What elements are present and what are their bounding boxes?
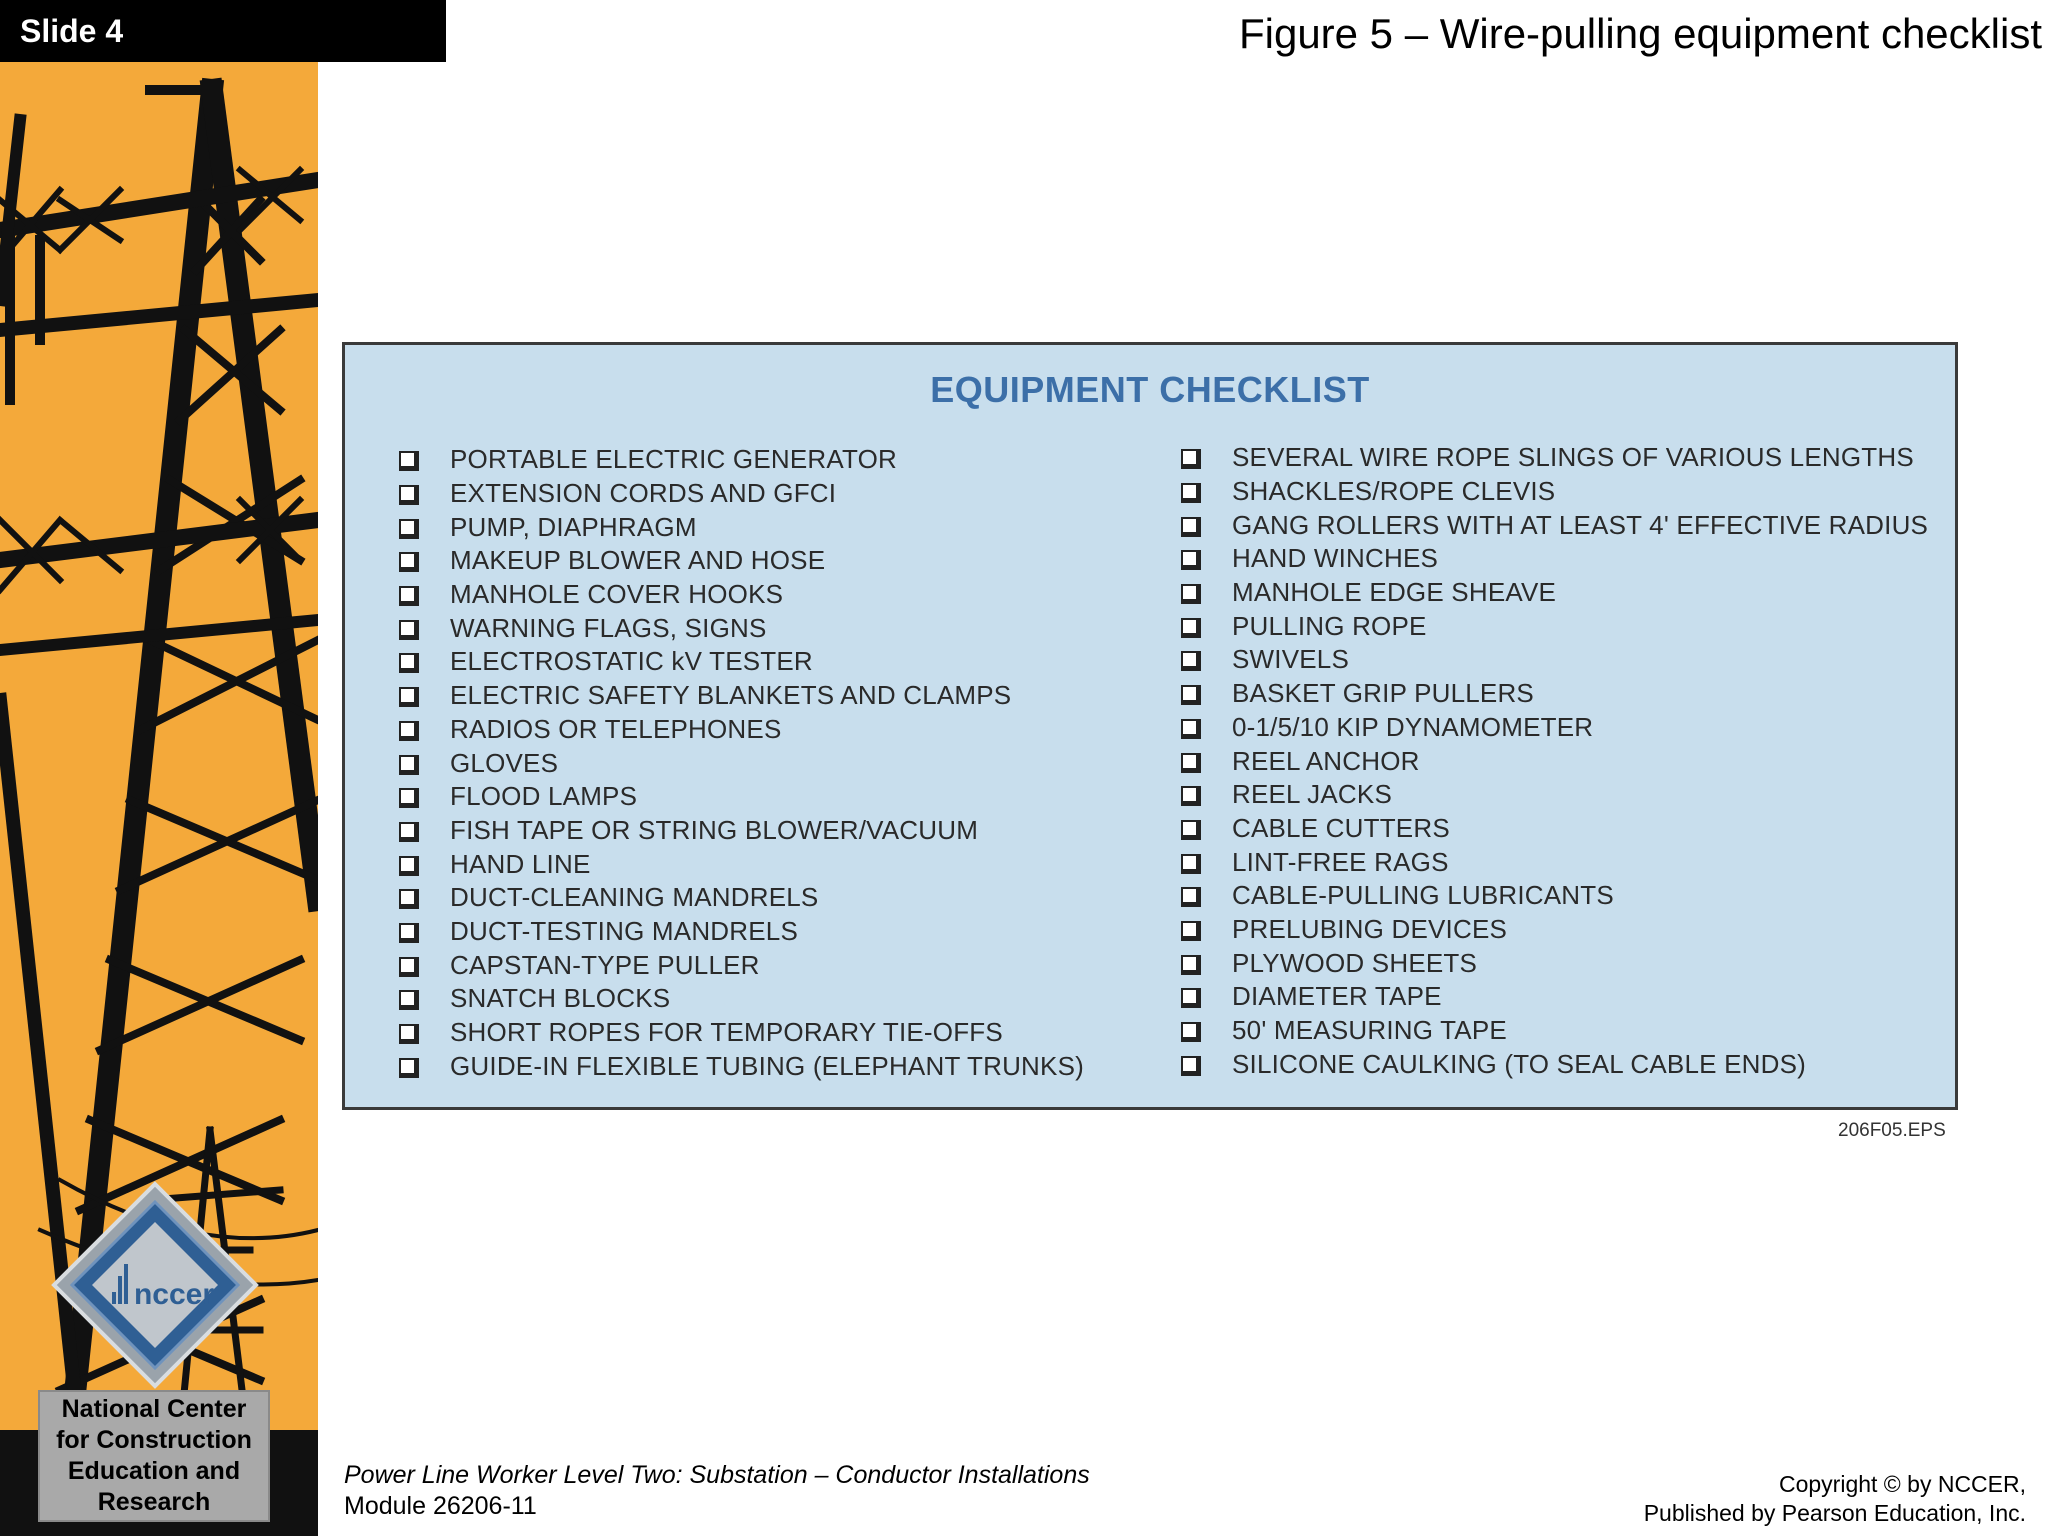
checklist-item-label: GLOVES bbox=[450, 747, 559, 778]
logo-text: nccer bbox=[133, 1278, 215, 1311]
checkbox-icon bbox=[1181, 753, 1198, 770]
checklist-item bbox=[1181, 913, 1928, 947]
checklist-item-label: 0-1/5/10 KIP DYNAMOMETER bbox=[1232, 711, 1594, 742]
checklist-item bbox=[399, 814, 1084, 848]
checkbox-icon bbox=[1181, 719, 1198, 736]
checklist-item-label: CABLE-PULLING LUBRICANTS bbox=[1232, 880, 1614, 911]
checklist-item-label: REEL JACKS bbox=[1232, 779, 1392, 810]
checkbox-icon bbox=[399, 1058, 416, 1075]
checkbox-icon bbox=[399, 485, 416, 502]
checklist-item-label: PLYWOOD SHEETS bbox=[1232, 947, 1478, 978]
checkbox-icon bbox=[1181, 887, 1198, 904]
checklist-item bbox=[1181, 441, 1928, 475]
checklist-item bbox=[399, 915, 1084, 949]
checkbox-icon bbox=[399, 653, 416, 670]
checklist-item-label: SWIVELS bbox=[1232, 644, 1349, 675]
checkbox-icon bbox=[1181, 988, 1198, 1005]
checkbox-icon bbox=[1181, 786, 1198, 803]
checklist-item-label: MANHOLE EDGE SHEAVE bbox=[1232, 577, 1557, 608]
checklist-item-label: DIAMETER TAPE bbox=[1232, 981, 1442, 1012]
figure-file-tag: 206F05.EPS bbox=[1838, 1120, 1946, 1141]
org-name-line-3: Education and bbox=[67, 1457, 241, 1485]
checklist-item bbox=[1181, 845, 1928, 879]
checklist-item bbox=[1181, 778, 1928, 812]
org-name-line-2: for Construction bbox=[56, 1426, 252, 1454]
checklist-item-label: BASKET GRIP PULLERS bbox=[1232, 678, 1534, 709]
checklist-item-label: DUCT-CLEANING MANDRELS bbox=[450, 882, 819, 913]
checklist-item-label: SEVERAL WIRE ROPE SLINGS OF VARIOUS LENGTHS bbox=[1232, 442, 1914, 473]
copyright-line: Copyright © by NCCER, bbox=[1778, 1471, 2026, 1497]
checkbox-icon bbox=[399, 519, 416, 536]
checklist-item-label: MANHOLE COVER HOOKS bbox=[450, 579, 784, 610]
checklist-item-label: HAND LINE bbox=[450, 848, 591, 879]
checklist-item bbox=[1181, 980, 1928, 1014]
checkbox-icon bbox=[1181, 651, 1198, 668]
nccer-logo-mark bbox=[50, 1180, 260, 1390]
footer-copyright bbox=[1644, 1470, 2026, 1528]
checklist-item-label: SHACKLES/ROPE CLEVIS bbox=[1232, 476, 1556, 507]
checkbox-icon bbox=[1181, 685, 1198, 702]
checkbox-icon bbox=[1181, 1056, 1198, 1073]
checklist-item bbox=[399, 881, 1084, 915]
checklist-item bbox=[399, 443, 1084, 477]
checkbox-icon bbox=[399, 990, 416, 1007]
checklist-item-label: PRELUBING DEVICES bbox=[1232, 913, 1508, 944]
equipment-checklist-panel bbox=[342, 342, 1958, 1110]
checkbox-icon bbox=[1181, 955, 1198, 972]
checklist-item bbox=[399, 847, 1084, 881]
checklist-item-label: PORTABLE ELECTRIC GENERATOR bbox=[450, 444, 898, 475]
checklist-item bbox=[1181, 711, 1928, 745]
checklist-item bbox=[399, 1016, 1084, 1050]
checklist-item bbox=[1181, 1047, 1928, 1081]
checkbox-icon bbox=[1181, 618, 1198, 635]
checkbox-icon bbox=[399, 586, 416, 603]
checkbox-icon bbox=[399, 620, 416, 637]
checklist-item-label: PULLING ROPE bbox=[1232, 610, 1427, 641]
checkbox-icon bbox=[1181, 550, 1198, 567]
checklist-item bbox=[399, 544, 1084, 578]
checklist-item-label: FLOOD LAMPS bbox=[450, 781, 638, 812]
org-name-line-1: National Center bbox=[61, 1395, 247, 1423]
checklist-item bbox=[1181, 475, 1928, 509]
module-number: Module 26206-11 bbox=[344, 1492, 537, 1520]
checklist-item-label: 50' MEASURING TAPE bbox=[1232, 1015, 1507, 1046]
checklist-item-label: MAKEUP BLOWER AND HOSE bbox=[450, 545, 826, 576]
checkbox-icon bbox=[1181, 921, 1198, 938]
checklist-item bbox=[1181, 677, 1928, 711]
organization-name-box bbox=[38, 1390, 270, 1522]
checkbox-icon bbox=[399, 1024, 416, 1041]
checklist-item-label: SHORT ROPES FOR TEMPORARY TIE-OFFS bbox=[450, 1017, 1003, 1048]
checklist-item-label: GUIDE-IN FLEXIBLE TUBING (ELEPHANT TRUNKS) bbox=[450, 1050, 1084, 1081]
checklist-item-label: GANG ROLLERS WITH AT LEAST 4' EFFECTIVE RADIUS bbox=[1232, 509, 1929, 540]
figure-title: Figure 5 – Wire-pulling equipment checklist bbox=[1238, 10, 2042, 57]
checklist-left-column bbox=[399, 443, 1084, 1083]
nccer-logo bbox=[50, 1180, 260, 1390]
checkbox-icon bbox=[1181, 483, 1198, 500]
checkbox-icon bbox=[399, 923, 416, 940]
checklist-item bbox=[1181, 576, 1928, 610]
checklist-item bbox=[1181, 542, 1928, 576]
checklist-item bbox=[399, 948, 1084, 982]
checklist-item bbox=[399, 1049, 1084, 1083]
checklist-item bbox=[1181, 1014, 1928, 1048]
checklist-item bbox=[399, 679, 1084, 713]
slide-number-tag: Slide 4 bbox=[0, 0, 446, 62]
checklist-item bbox=[399, 982, 1084, 1016]
checklist-item bbox=[399, 645, 1084, 679]
checklist-item-label: HAND WINCHES bbox=[1232, 543, 1439, 574]
checkbox-icon bbox=[399, 822, 416, 839]
checkbox-icon bbox=[399, 552, 416, 569]
checklist-item-label: WARNING FLAGS, SIGNS bbox=[450, 612, 767, 643]
checklist-item-label: SILICONE CAULKING (TO SEAL CABLE ENDS) bbox=[1232, 1048, 1806, 1079]
checklist-item bbox=[1181, 946, 1928, 980]
checklist-item-label: PUMP, DIAPHRAGM bbox=[450, 511, 697, 542]
checklist-item bbox=[1181, 744, 1928, 778]
checklist-item-label: DUCT-TESTING MANDRELS bbox=[450, 915, 799, 946]
checklist-item-label: FISH TAPE OR STRING BLOWER/VACUUM bbox=[450, 814, 979, 845]
checklist-item-label: CABLE CUTTERS bbox=[1232, 812, 1450, 843]
checklist-item-label: REEL ANCHOR bbox=[1232, 745, 1420, 776]
checklist-item-label: LINT-FREE RAGS bbox=[1232, 846, 1449, 877]
checkbox-icon bbox=[1181, 517, 1198, 534]
checklist-item bbox=[1181, 879, 1928, 913]
checkbox-icon bbox=[399, 687, 416, 704]
checkbox-icon bbox=[399, 755, 416, 772]
checkbox-icon bbox=[399, 889, 416, 906]
checklist-item-label: CAPSTAN-TYPE PULLER bbox=[450, 949, 760, 980]
checkbox-icon bbox=[1181, 584, 1198, 601]
checklist-item bbox=[399, 578, 1084, 612]
checklist-title: EQUIPMENT CHECKLIST bbox=[930, 369, 1370, 410]
checkbox-icon bbox=[1181, 449, 1198, 466]
publisher-line: Published by Pearson Education, Inc. bbox=[1643, 1500, 2026, 1526]
checklist-item bbox=[399, 780, 1084, 814]
org-name-line-4: Research bbox=[97, 1488, 211, 1516]
checklist-item-label: ELECTRIC SAFETY BLANKETS AND CLAMPS bbox=[450, 680, 1012, 711]
sidebar-banner bbox=[0, 0, 318, 1536]
checkbox-icon bbox=[399, 788, 416, 805]
checkbox-icon bbox=[1181, 1022, 1198, 1039]
checklist-item bbox=[399, 713, 1084, 747]
checklist-item bbox=[1181, 508, 1928, 542]
checklist-item bbox=[399, 611, 1084, 645]
checklist-right-column bbox=[1181, 441, 1928, 1081]
checklist-item-label: ELECTROSTATIC kV TESTER bbox=[450, 646, 813, 677]
checklist-item bbox=[1181, 609, 1928, 643]
checklist-item bbox=[1181, 812, 1928, 846]
checkbox-icon bbox=[1181, 854, 1198, 871]
checklist-item-label: EXTENSION CORDS AND GFCI bbox=[450, 478, 837, 509]
checklist-item bbox=[399, 510, 1084, 544]
course-title: Power Line Worker Level Two: Substation – Conductor Installations bbox=[344, 1461, 1090, 1489]
footer-course-info bbox=[344, 1460, 1090, 1522]
checklist-item-label: SNATCH BLOCKS bbox=[450, 983, 671, 1014]
checklist-item bbox=[1181, 643, 1928, 677]
checklist-item-label: RADIOS OR TELEPHONES bbox=[450, 713, 782, 744]
checkbox-icon bbox=[399, 451, 416, 468]
checkbox-icon bbox=[399, 856, 416, 873]
checkbox-icon bbox=[399, 721, 416, 738]
checklist-item bbox=[399, 746, 1084, 780]
checkbox-icon bbox=[1181, 820, 1198, 837]
checklist-item bbox=[399, 477, 1084, 511]
checkbox-icon bbox=[399, 957, 416, 974]
